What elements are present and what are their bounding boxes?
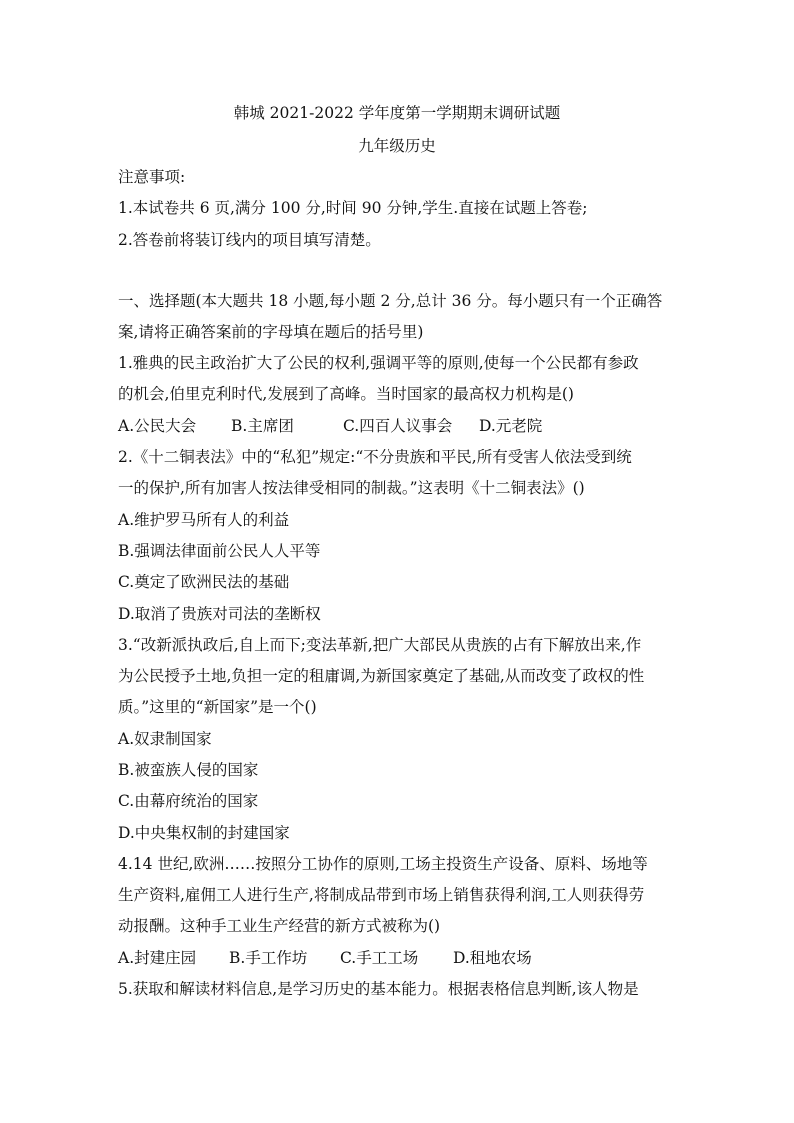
question-1-stem: 1.雅典的民主政治扩大了公民的权利,强调平等的原则,使每一个公民都有参政 (118, 354, 639, 372)
note-item: 1.本试卷共 6 页,满分 100 分,时间 90 分钟,学生.直接在试题上答卷; (118, 199, 588, 217)
question-3-option-a: A.奴隶制国家 (118, 730, 212, 748)
question-2-stem: 一的保护,所有加害人按法律受相同的制裁。”这表明《十二铜表法》() (118, 479, 585, 497)
question-2-option-c: C.奠定了欧洲民法的基础 (118, 573, 290, 591)
option-c: C.手工工场 (340, 949, 419, 967)
question-3-option-b: B.被蛮族人侵的国家 (118, 761, 259, 779)
option-b: B.手工作坊 (229, 949, 308, 967)
question-4-stem: 生产资料,雇佣工人进行生产,将制成品带到市场上销售获得利润,工人则获得劳 (118, 886, 645, 904)
section-heading: 一、选择题(本大题共 18 小题,每小题 2 分,总计 36 分。每小题只有一个正确答 (118, 292, 663, 310)
section-heading: 案,请将正确答案前的字母填在题后的括号里) (118, 323, 424, 341)
option-a: A.公民大会 (118, 417, 197, 435)
question-2-option-b: B.强调法律面前公民人人平等 (118, 542, 321, 560)
option-d: D.租地农场 (453, 949, 532, 967)
question-1-stem: 的机会,伯里克利时代,发展到了高峰。当时国家的最高权力机构是() (118, 385, 574, 403)
question-1-options (118, 414, 542, 436)
question-2-stem: 2.《十二铜表法》中的“私犯”规定:“不分贵族和平民,所有受害人依法受到统 (118, 448, 632, 466)
option-b: B.主席团 (231, 417, 294, 435)
question-4-stem: 动报酬。这种手工业生产经营的新方式被称为() (118, 917, 441, 935)
exam-title: 韩城 2021-2022 学年度第一学期期末调研试题 (233, 104, 561, 122)
question-3-stem: 为公民授予土地,负担一定的租庸调,为新国家奠定了基础,从而改变了政权的性 (118, 667, 645, 685)
exam-subject: 九年级历史 (358, 137, 436, 155)
question-3-stem: 质。”这里的“新国家”是一个() (118, 698, 317, 716)
question-2-option-a: A.维护罗马所有人的利益 (118, 511, 290, 529)
question-3-stem: 3.“改新派执政后,自上而下;变法革新,把广大部民从贵族的占有下解放出来,作 (118, 636, 642, 654)
question-2-option-d: D.取消了贵族对司法的垄断权 (118, 605, 321, 623)
question-3-option-d: D.中央集权制的封建国家 (118, 824, 290, 842)
option-c: C.四百人议事会 (343, 417, 453, 435)
question-3-option-c: C.由幕府统治的国家 (118, 792, 259, 810)
option-d: D.元老院 (479, 417, 543, 435)
option-a: A.封建庄园 (118, 949, 197, 967)
note-item: 2.答卷前将装订线内的项目填写清楚。 (118, 231, 381, 249)
question-5-stem: 5.获取和解读材料信息,是学习历史的基本能力。根据表格信息判断,该人物是 (118, 980, 639, 998)
question-4-stem: 4.14 世纪,欧洲……按照分工协作的原则,工场主投资生产设备、原料、场地等 (118, 855, 648, 873)
question-4-options (118, 946, 532, 968)
notes-heading: 注意事项: (118, 168, 186, 186)
